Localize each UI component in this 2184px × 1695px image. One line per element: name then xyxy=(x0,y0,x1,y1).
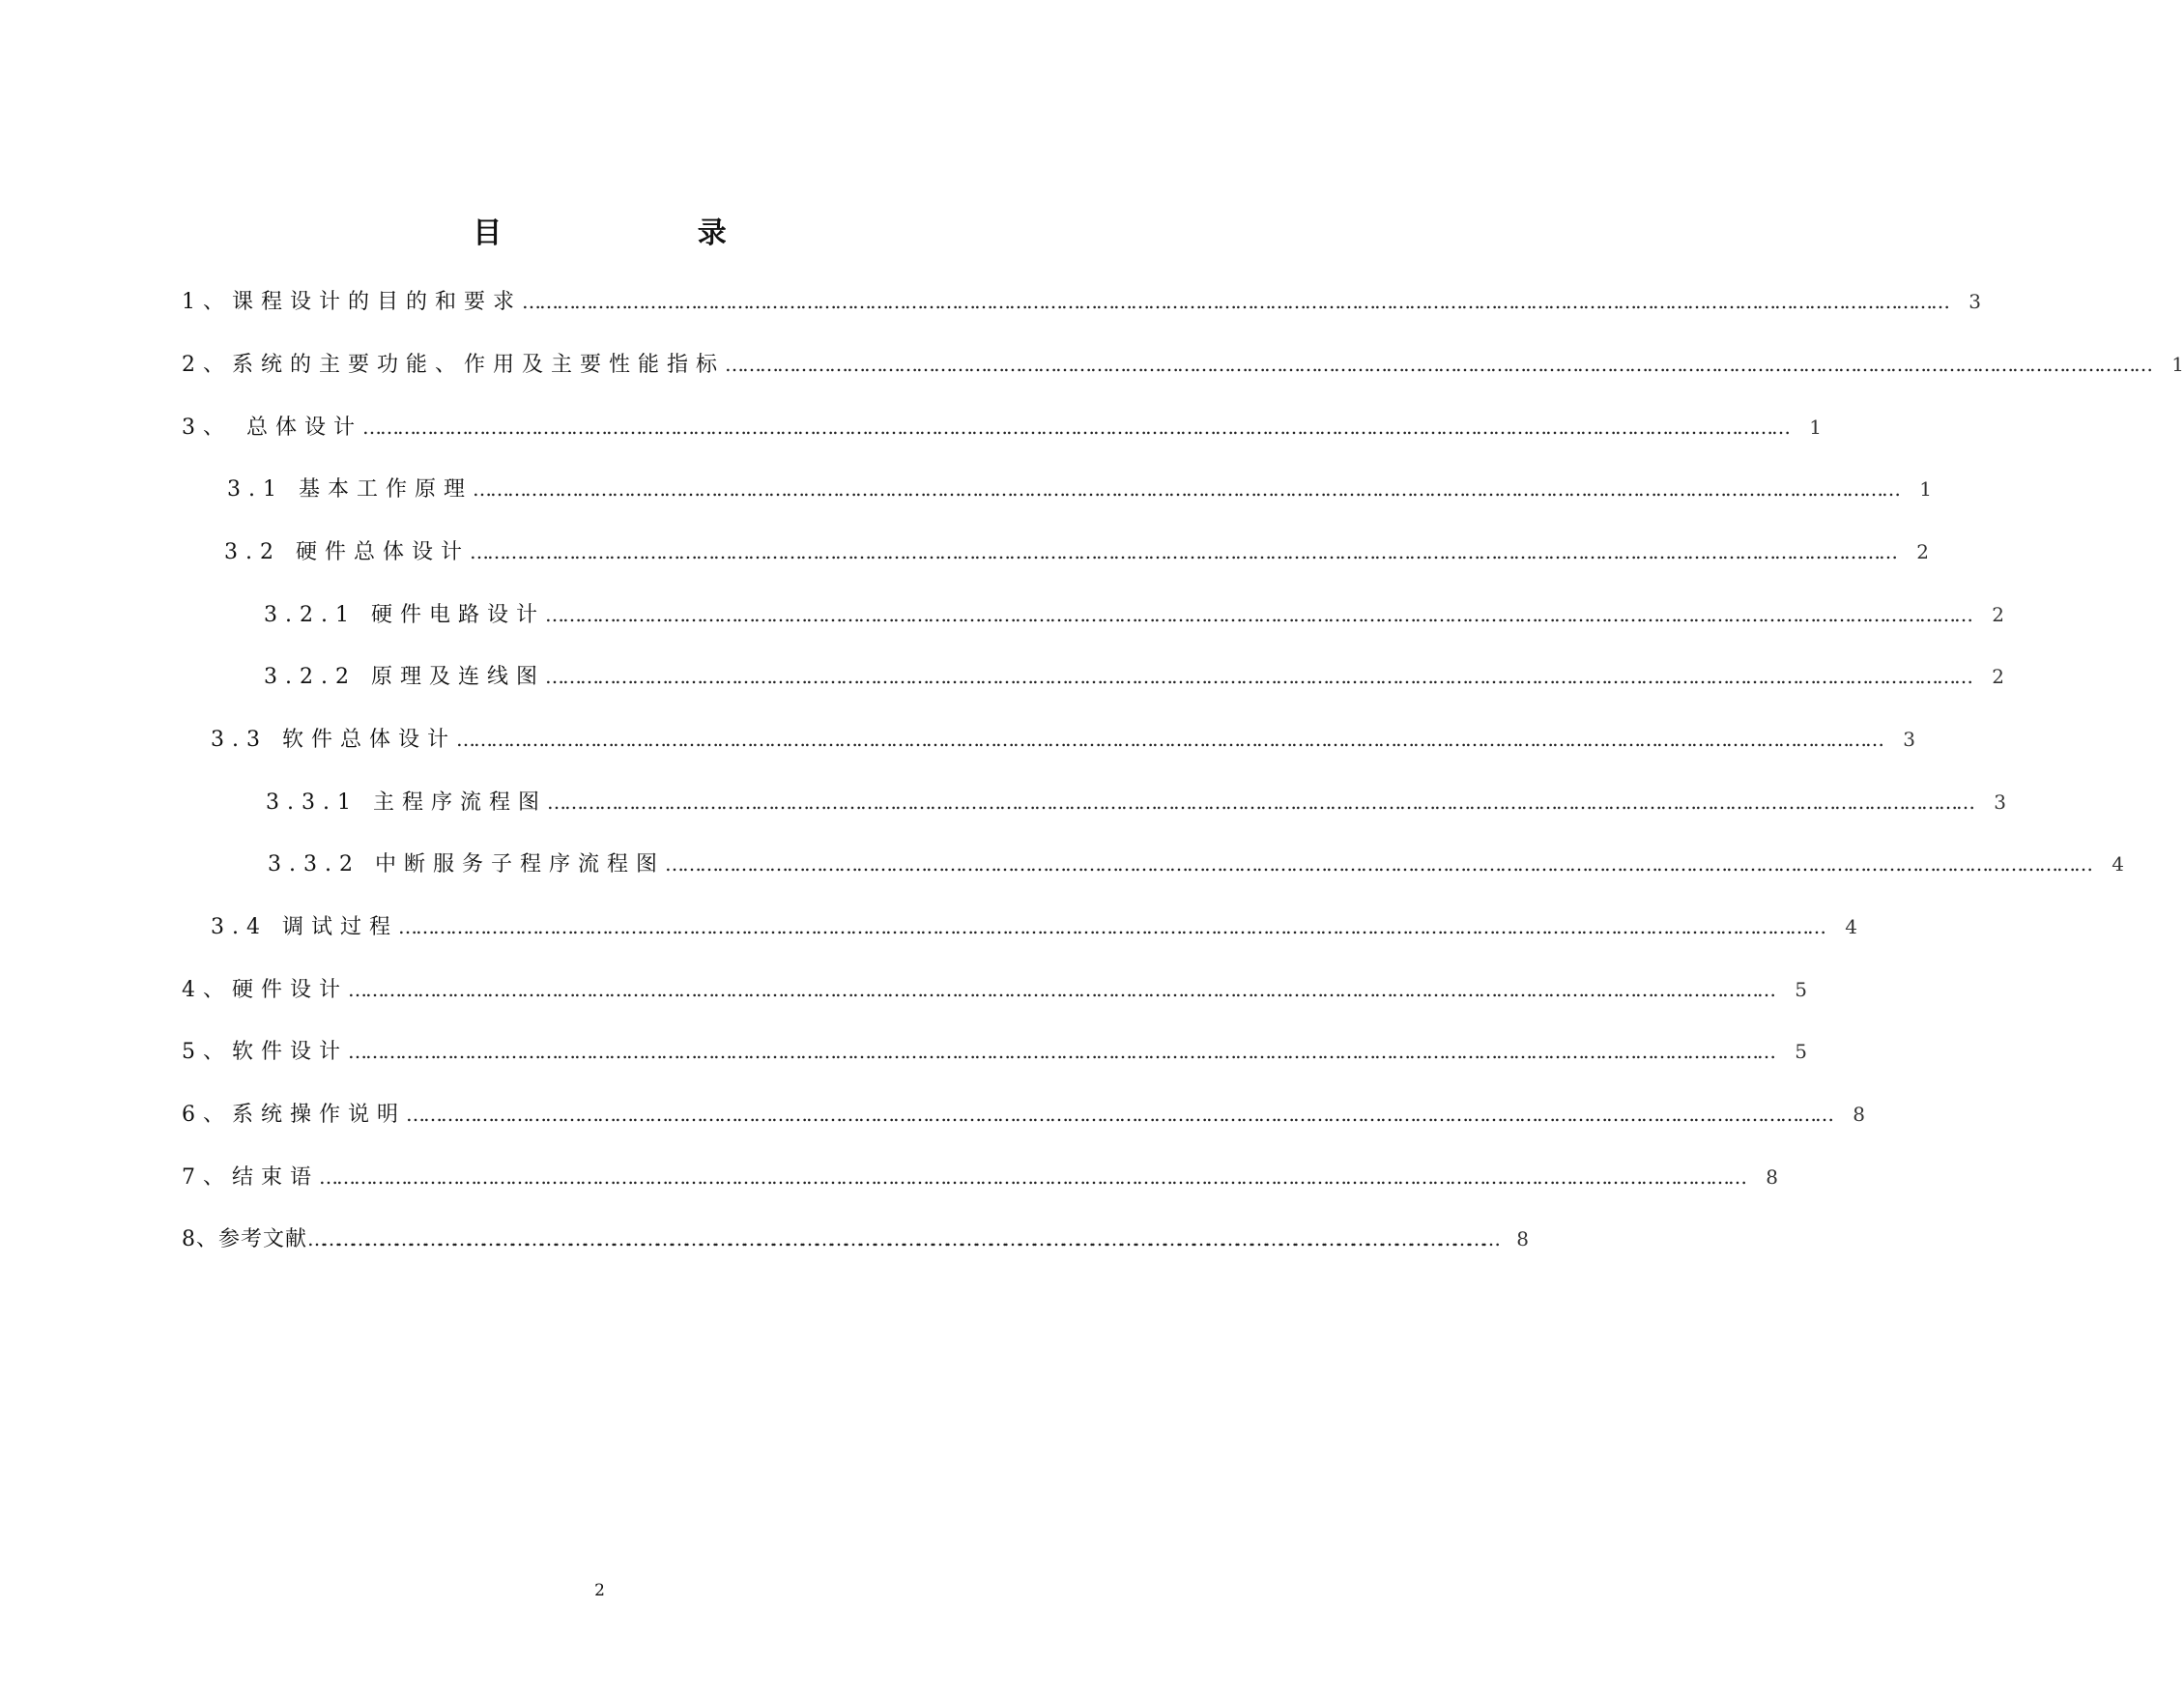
toc-label: 4、硬件设计 xyxy=(182,978,348,1002)
toc-entry-6[interactable] xyxy=(182,1099,1865,1130)
toc-page-number: 1 xyxy=(1919,477,1932,501)
toc-label: 3.2.2 原理及连线图 xyxy=(264,665,545,689)
dot-leader: ………………………………………………………………………………………………………………………………………………………………………………………………………………………… xyxy=(472,477,1899,501)
toc-page-number: 3 xyxy=(1968,290,1981,313)
toc-page-number: 4 xyxy=(2112,852,2124,876)
toc-label: 3.4 调试过程 xyxy=(211,915,398,939)
toc-page-number: 5 xyxy=(1795,1040,1807,1063)
dot-leader: ………………………………………………………………………………………………………………………………………………………………………………………………………………………… xyxy=(348,1040,1774,1063)
dot-leader: ………………………………………………………………………………………………………………………………………………………………………………………………………………………… xyxy=(544,665,1971,688)
dot-leader: ………………………………………………………………………………………………………………………………………………………………………………………………………………………… xyxy=(397,915,1825,938)
toc-page-number: 4 xyxy=(1845,915,1857,938)
toc-title: 目 录 xyxy=(473,216,819,250)
toc-entry-7[interactable] xyxy=(182,1162,1778,1192)
toc-page-number: 8 xyxy=(1853,1103,1865,1126)
dot-leader: ………………………………………………………………………………………………………………………………………………………………………………………………………………………… xyxy=(348,978,1774,1001)
toc-label: 3.3.1 主程序流程图 xyxy=(266,790,547,815)
toc-entry-2[interactable] xyxy=(182,349,2184,380)
toc-page-number: 3 xyxy=(1903,728,1915,751)
toc-label: 1、课程设计的目的和要求 xyxy=(182,290,522,314)
dot-leader: ………………………………………………………………………………………………………………………………………………………………………………………………………………………… xyxy=(307,1227,1496,1250)
toc-entry-5[interactable] xyxy=(182,1036,1807,1067)
toc-page-number: 3 xyxy=(1994,790,2006,814)
dot-leader: ………………………………………………………………………………………………………………………………………………………………………………………………………………………… xyxy=(546,790,1973,814)
dot-leader: ………………………………………………………………………………………………………………………………………………………………………………………………………………………… xyxy=(406,1103,1832,1126)
toc-page-number: 5 xyxy=(1795,978,1807,1001)
toc-label: 3.3 软件总体设计 xyxy=(211,728,456,752)
toc-label: 7、结束语 xyxy=(182,1165,319,1190)
toc-entry-3-3-2[interactable] xyxy=(268,848,2124,879)
toc-label: 3.2.1 硬件电路设计 xyxy=(264,603,545,627)
toc-entry-3-4[interactable] xyxy=(211,911,1857,942)
toc-label: 8、参考文献 xyxy=(182,1227,307,1251)
toc-entry-3-2-1[interactable] xyxy=(264,599,2004,630)
dot-leader: ………………………………………………………………………………………………………………………………………………………………………………………………………………………… xyxy=(725,353,2151,376)
toc-entry-3-3[interactable] xyxy=(211,724,1915,755)
toc-page-number: 2 xyxy=(1916,540,1929,563)
toc-entry-1[interactable] xyxy=(182,286,1981,317)
dot-leader: ………………………………………………………………………………………………………………………………………………………………………………………………………………………… xyxy=(455,728,1882,751)
toc-page-number: 1 xyxy=(2171,353,2184,376)
toc-entry-3-3-1[interactable] xyxy=(266,787,2006,818)
toc-page-number: 2 xyxy=(1992,603,2004,626)
toc-label: 3.3.2 中断服务子程序流程图 xyxy=(268,852,665,876)
dot-leader: ………………………………………………………………………………………………………………………………………………………………………………………………………………………… xyxy=(469,540,1896,563)
toc-entry-4[interactable] xyxy=(182,974,1807,1005)
dot-leader: ………………………………………………………………………………………………………………………………………………………………………………………………………………………… xyxy=(544,603,1971,626)
toc-entry-8[interactable] xyxy=(182,1223,1529,1254)
toc-page-number: 1 xyxy=(1809,416,1822,439)
dot-leader: ………………………………………………………………………………………………………………………………………………………………………………………………………………………… xyxy=(362,416,1789,439)
toc-label: 3.2 硬件总体设计 xyxy=(224,540,470,564)
toc-label: 5、软件设计 xyxy=(182,1040,348,1064)
toc-entry-3-2-2[interactable] xyxy=(264,661,2004,692)
toc-entry-3-1[interactable] xyxy=(227,474,1932,504)
toc-entry-3[interactable] xyxy=(182,412,1822,443)
toc-page-number: 2 xyxy=(1992,665,2004,688)
toc-label: 3.1 基本工作原理 xyxy=(227,477,473,502)
toc-label: 2、系统的主要功能、作用及主要性能指标 xyxy=(182,353,725,377)
dot-leader: ………………………………………………………………………………………………………………………………………………………………………………………………………………………… xyxy=(319,1165,1745,1189)
dot-leader: ………………………………………………………………………………………………………………………………………………………………………………………………………………………… xyxy=(664,852,2091,876)
toc-entry-3-2[interactable] xyxy=(224,536,1929,567)
toc-label: 6、系统操作说明 xyxy=(182,1103,406,1127)
toc-label: 3、 总体设计 xyxy=(182,416,362,440)
page-number: 2 xyxy=(594,1581,605,1600)
toc-page-number: 8 xyxy=(1516,1227,1529,1250)
toc-page-number: 8 xyxy=(1766,1165,1778,1189)
dot-leader: ………………………………………………………………………………………………………………………………………………………………………………………………………………………… xyxy=(522,290,1948,313)
